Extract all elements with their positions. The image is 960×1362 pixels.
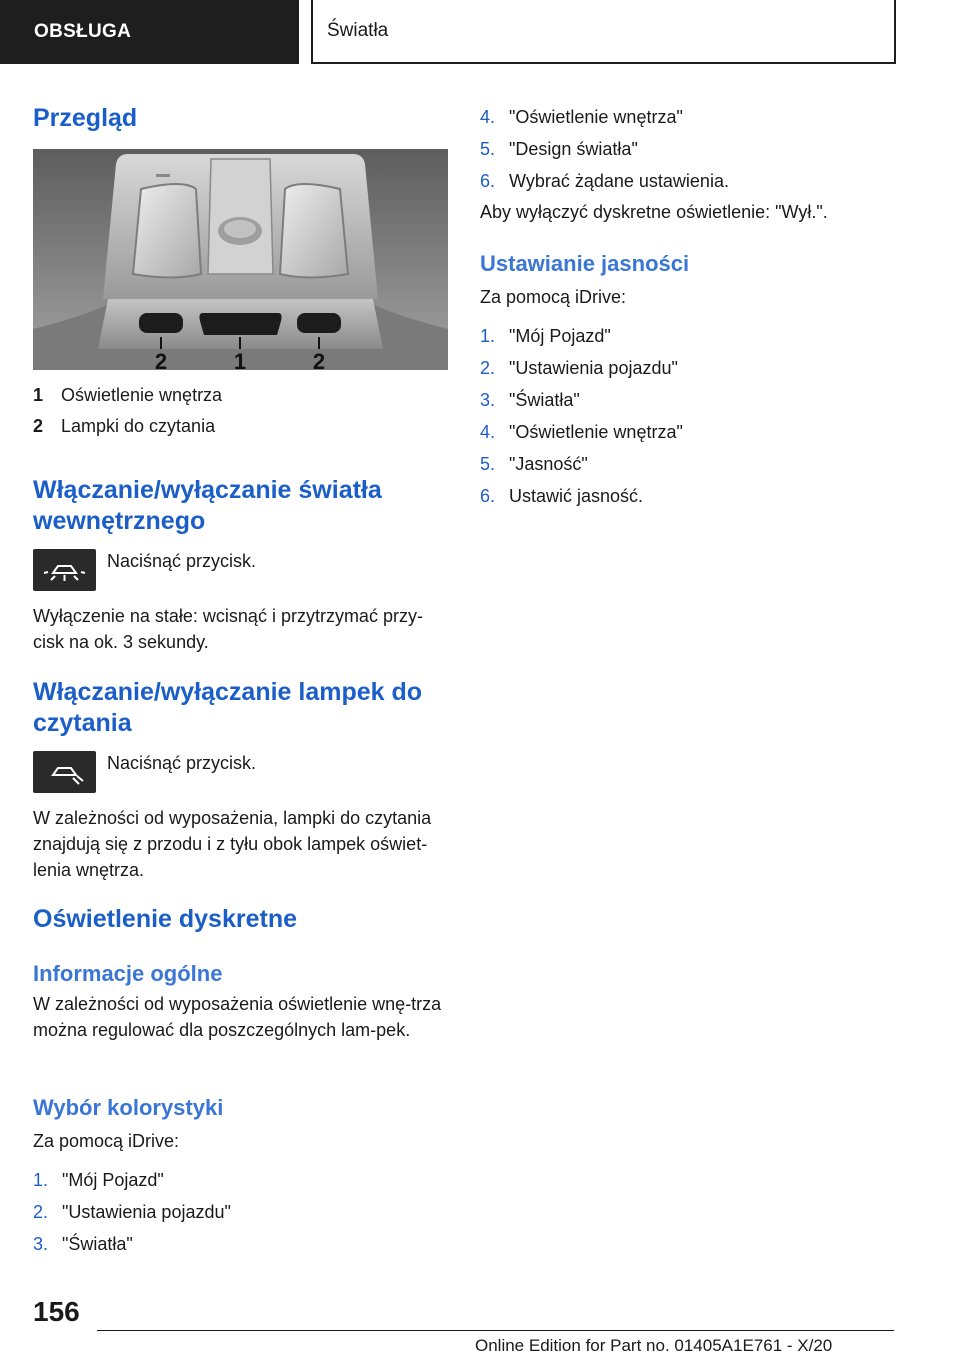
- list-item: [480, 483, 643, 509]
- step-text: "Mój Pojazd": [509, 326, 611, 346]
- list-item: [480, 451, 588, 477]
- step-text: Ustawić jasność.: [509, 486, 644, 506]
- photo-label-left: 2: [154, 349, 168, 370]
- list-item: [480, 323, 611, 349]
- legend-item: [33, 382, 222, 408]
- step-text: "Ustawienia pojazdu": [62, 1202, 231, 1222]
- step-number: 6.: [480, 171, 496, 191]
- step-text: "Oświetlenie wnętrza": [509, 422, 683, 442]
- list-item: [480, 387, 580, 413]
- step-number: 5.: [480, 454, 496, 474]
- step-number: 4.: [480, 107, 496, 127]
- list-item: [33, 1167, 164, 1193]
- general-info-title: Informacje ogólne: [33, 961, 223, 986]
- step-number: 1.: [480, 326, 496, 346]
- color-selection-title: Wybór kolorystyki: [33, 1095, 224, 1120]
- color-selection-intro: Za pomocą iDrive:: [33, 1131, 180, 1151]
- brightness-intro: Za pomocą iDrive:: [480, 287, 627, 307]
- interior-light-note: Wyłączenie na stałe: wcisnąć i przytrzymać przy‐cisk na ok. 3 sekundy.: [33, 606, 423, 652]
- step-number: 2.: [480, 358, 496, 378]
- step-text: Wybrać żądane ustawienia.: [509, 171, 729, 191]
- legend-number: 2: [33, 416, 44, 436]
- overhead-console-photo: [33, 149, 448, 370]
- legend-text: Lampki do czytania: [61, 416, 216, 436]
- list-item: [33, 1199, 231, 1225]
- list-item: [480, 355, 678, 381]
- overhead-console-illustration: [33, 149, 448, 370]
- legend-text: Oświetlenie wnętrza: [61, 385, 223, 405]
- reading-light-title: Włączanie/wyłączanie lampek do czytania: [33, 678, 423, 737]
- ambient-light-title: Oświetlenie dyskretne: [33, 905, 298, 933]
- photo-label-center: 1: [233, 349, 247, 370]
- footer-edition: Online Edition for Part no. 01405A1E761 - X/20: [475, 1336, 833, 1355]
- step-text: "Światła": [509, 390, 580, 410]
- header-chapter-tab: [311, 0, 896, 64]
- interior-light-title: Włączanie/wyłączanie światła wewnętrznego: [33, 476, 382, 535]
- step-number: 6.: [480, 486, 496, 506]
- reading-light-note: W zależności od wyposażenia, lampki do czytania znajdują się z przodu i z tyłu obok lampek oświet‐lenia wnętrza.: [33, 808, 432, 880]
- photo-label-right: 2: [312, 349, 326, 370]
- step-number: 5.: [480, 139, 496, 159]
- list-item: [480, 419, 683, 445]
- step-text: "Mój Pojazd": [62, 1170, 164, 1190]
- page-number: 156: [33, 1296, 80, 1327]
- list-item: [33, 1231, 133, 1257]
- footer-divider: [97, 1330, 894, 1331]
- reading-light-icon: [33, 751, 96, 793]
- step-number: 3.: [480, 390, 496, 410]
- step-text: "Jasność": [509, 454, 588, 474]
- interior-light-button-icon: [33, 549, 96, 591]
- brightness-title: Ustawianie jasności: [480, 251, 690, 276]
- interior-light-instruction: Naciśnąć przycisk.: [107, 551, 257, 571]
- list-item: [480, 136, 638, 162]
- step-number: 4.: [480, 422, 496, 442]
- step-text: "Światła": [62, 1234, 133, 1254]
- step-number: 3.: [33, 1234, 49, 1254]
- step-text: "Ustawienia pojazdu": [509, 358, 678, 378]
- overview-title: Przegląd: [33, 104, 138, 132]
- header-section: OBSŁUGA: [34, 21, 132, 42]
- header-chapter: Światła: [327, 20, 389, 41]
- step-number: 1.: [33, 1170, 49, 1190]
- step-text: "Design światła": [509, 139, 638, 159]
- legend-number: 1: [33, 385, 44, 405]
- step-number: 2.: [33, 1202, 49, 1222]
- interior-light-icon: [33, 549, 96, 591]
- ambient-off-text: Aby wyłączyć dyskretne oświetlenie: "Wył.".: [480, 202, 828, 222]
- general-info-text: W zależności od wyposażenia oświetlenie wnę‐trza można regulować dla poszczególnych lam‐pek.: [33, 994, 442, 1040]
- list-item: [480, 104, 683, 130]
- reading-light-instruction: Naciśnąć przycisk.: [107, 753, 257, 773]
- header-section-tab: [0, 0, 299, 64]
- reading-light-button-icon: [33, 751, 96, 793]
- step-text: "Oświetlenie wnętrza": [509, 107, 683, 127]
- list-item: [480, 168, 729, 194]
- legend-item: [33, 413, 215, 439]
